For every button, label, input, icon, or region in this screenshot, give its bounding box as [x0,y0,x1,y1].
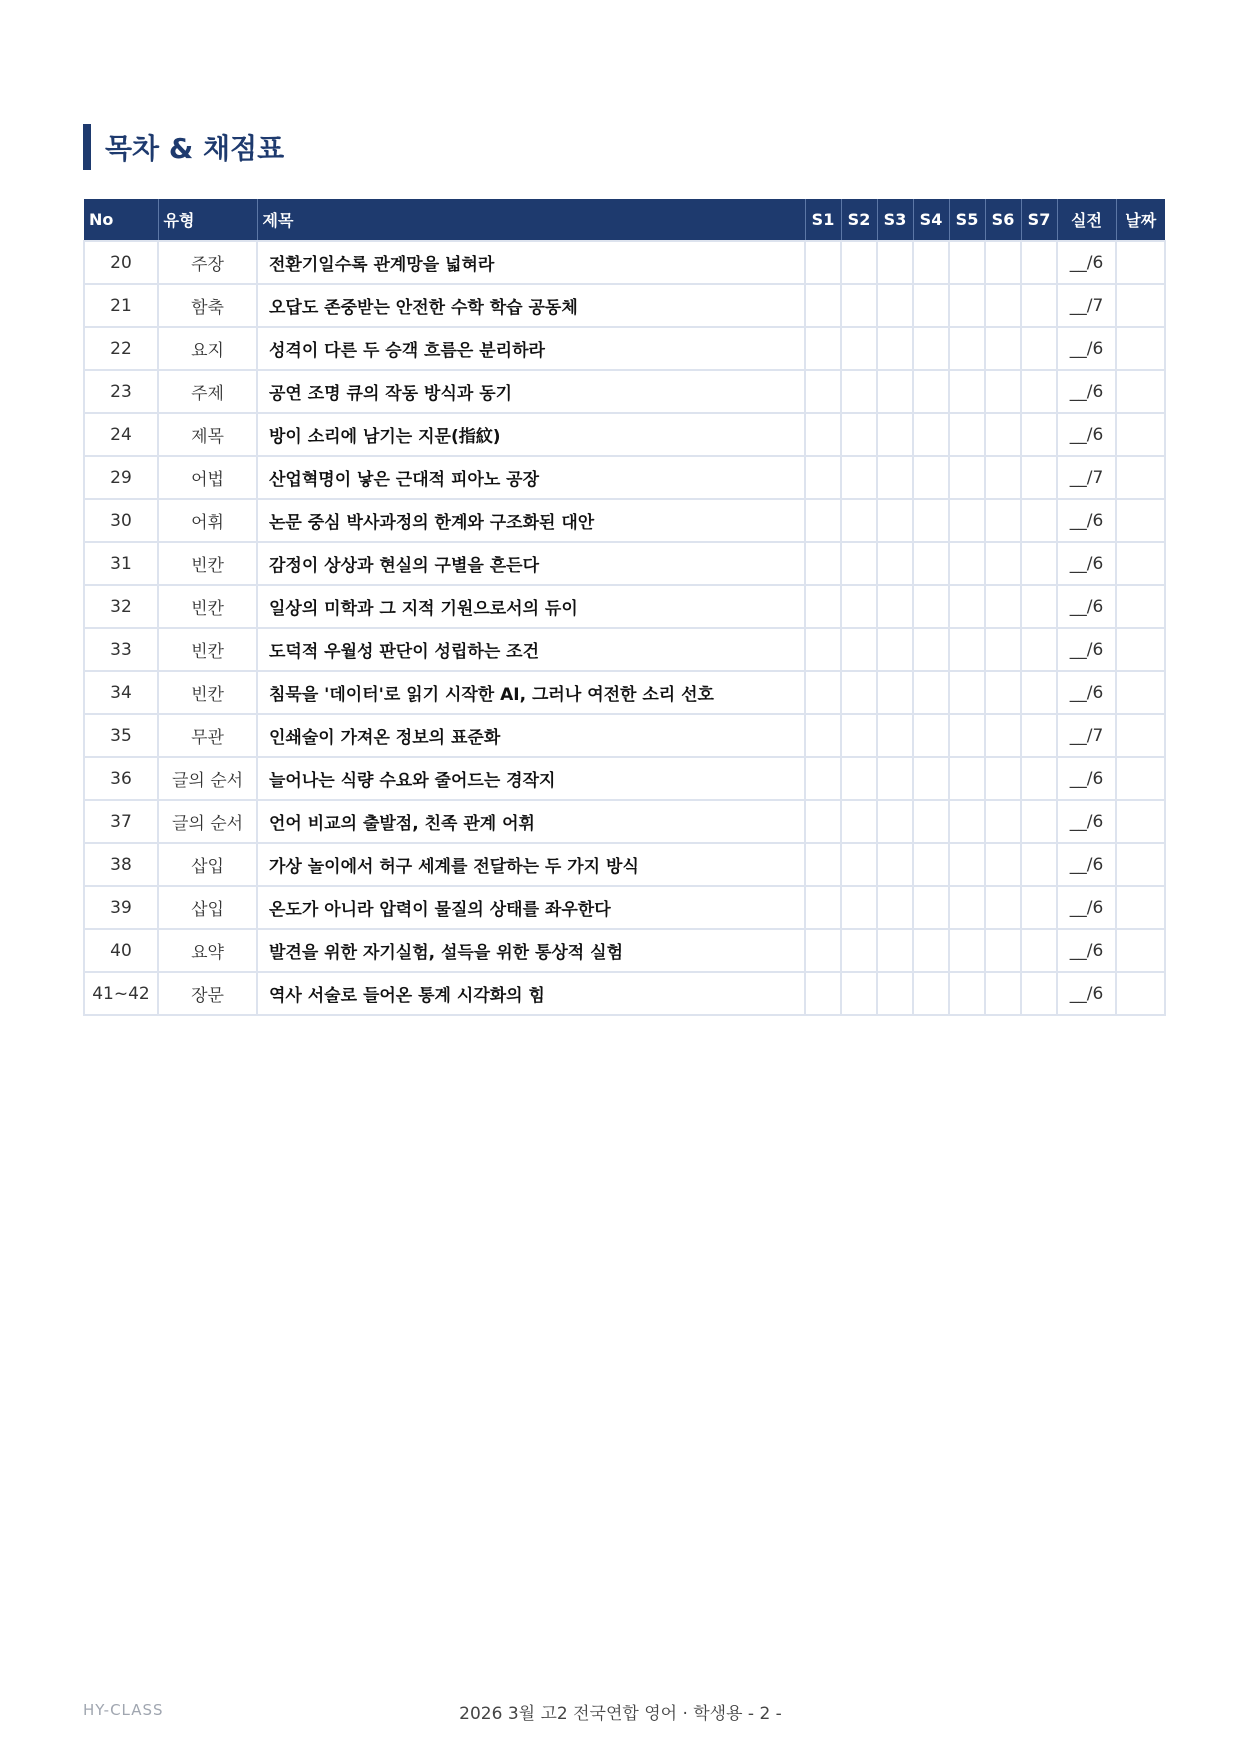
row-type: 글의 순서 [158,800,257,843]
practice-score-cell[interactable]: __/6 [1057,370,1116,413]
date-cell[interactable] [1116,671,1165,714]
date-cell[interactable] [1116,800,1165,843]
date-cell[interactable] [1116,499,1165,542]
row-type: 함축 [158,284,257,327]
row-number: 38 [84,843,158,886]
score-cell-s6[interactable] [985,241,1021,284]
score-cell-s2[interactable] [841,370,877,413]
score-cell-s5[interactable] [949,714,985,757]
date-cell[interactable] [1116,456,1165,499]
table-row [84,671,1165,714]
score-cell-s5[interactable] [949,284,985,327]
row-title: 도덕적 우월성 판단이 성립하는 조건 [257,628,805,671]
row-title: 가상 놀이에서 허구 세계를 전달하는 두 가지 방식 [257,843,805,886]
header-title: 제목 [257,199,805,241]
date-cell[interactable] [1116,929,1165,972]
row-number: 29 [84,456,158,499]
score-cell-s4[interactable] [913,413,949,456]
table-header [84,199,1165,241]
score-cell-s6[interactable] [985,413,1021,456]
score-cell-s6[interactable] [985,714,1021,757]
row-title: 논문 중심 박사과정의 한계와 구조화된 대안 [257,499,805,542]
table-row [84,241,1165,284]
table-row [84,456,1165,499]
row-title: 산업혁명이 낳은 근대적 피아노 공장 [257,456,805,499]
row-number: 39 [84,886,158,929]
score-cell-s7[interactable] [1021,757,1057,800]
row-type: 어법 [158,456,257,499]
row-title: 일상의 미학과 그 지적 기원으로서의 듀이 [257,585,805,628]
score-cell-s1[interactable] [805,499,841,542]
row-type: 요약 [158,929,257,972]
score-cell-s4[interactable] [913,886,949,929]
score-cell-s7[interactable] [1021,542,1057,585]
row-title: 온도가 아니라 압력이 물질의 상태를 좌우한다 [257,886,805,929]
row-number: 32 [84,585,158,628]
score-cell-s4[interactable] [913,456,949,499]
score-cell-s1[interactable] [805,370,841,413]
score-cell-s1[interactable] [805,929,841,972]
score-cell-s2[interactable] [841,972,877,1015]
score-cell-s5[interactable] [949,542,985,585]
score-cell-s7[interactable] [1021,284,1057,327]
date-cell[interactable] [1116,542,1165,585]
row-title: 성격이 다른 두 승객 흐름은 분리하라 [257,327,805,370]
score-cell-s5[interactable] [949,972,985,1015]
table-row [84,972,1165,1015]
date-cell[interactable] [1116,886,1165,929]
score-cell-s3[interactable] [877,843,913,886]
row-number: 24 [84,413,158,456]
row-number: 36 [84,757,158,800]
score-cell-s7[interactable] [1021,456,1057,499]
score-cell-s1[interactable] [805,714,841,757]
score-cell-s6[interactable] [985,929,1021,972]
score-cell-s1[interactable] [805,585,841,628]
score-cell-s6[interactable] [985,456,1021,499]
row-number: 22 [84,327,158,370]
table-row [84,886,1165,929]
table-row [84,929,1165,972]
row-title: 발견을 위한 자기실험, 설득을 위한 통상적 실험 [257,929,805,972]
score-cell-s2[interactable] [841,843,877,886]
practice-score-cell[interactable]: __/6 [1057,800,1116,843]
score-cell-s7[interactable] [1021,499,1057,542]
score-cell-s7[interactable] [1021,800,1057,843]
header-s1: S1 [805,199,841,241]
header-s3: S3 [877,199,913,241]
score-cell-s3[interactable] [877,929,913,972]
score-cell-s1[interactable] [805,757,841,800]
score-cell-s1[interactable] [805,542,841,585]
score-cell-s1[interactable] [805,800,841,843]
row-title: 공연 조명 큐의 작동 방식과 동기 [257,370,805,413]
practice-score-cell[interactable]: __/6 [1057,413,1116,456]
row-number: 34 [84,671,158,714]
score-cell-s2[interactable] [841,413,877,456]
score-cell-s4[interactable] [913,714,949,757]
score-cell-s2[interactable] [841,757,877,800]
practice-score-cell[interactable]: __/6 [1057,327,1116,370]
page-title: 목차 & 채점표 [105,132,285,165]
score-cell-s3[interactable] [877,671,913,714]
practice-score-cell[interactable]: __/6 [1057,241,1116,284]
row-type: 삽입 [158,886,257,929]
score-cell-s5[interactable] [949,800,985,843]
score-cell-s2[interactable] [841,284,877,327]
practice-score-cell[interactable]: __/6 [1057,757,1116,800]
row-type: 제목 [158,413,257,456]
table-row [84,542,1165,585]
row-title: 오답도 존중받는 안전한 수학 학습 공동체 [257,284,805,327]
score-cell-s4[interactable] [913,972,949,1015]
score-cell-s6[interactable] [985,628,1021,671]
header-date: 날짜 [1116,199,1165,241]
footer-brand: HY-CLASS [83,1701,164,1719]
practice-score-cell[interactable]: __/6 [1057,929,1116,972]
score-cell-s3[interactable] [877,972,913,1015]
date-cell[interactable] [1116,972,1165,1015]
header-type: 유형 [158,199,257,241]
row-type: 주장 [158,241,257,284]
score-cell-s6[interactable] [985,499,1021,542]
score-cell-s3[interactable] [877,284,913,327]
row-number: 31 [84,542,158,585]
score-cell-s2[interactable] [841,542,877,585]
score-cell-s4[interactable] [913,327,949,370]
row-type: 빈칸 [158,671,257,714]
score-cell-s1[interactable] [805,628,841,671]
date-cell[interactable] [1116,370,1165,413]
table-row [84,413,1165,456]
score-cell-s7[interactable] [1021,929,1057,972]
score-cell-s4[interactable] [913,671,949,714]
table-row [84,499,1165,542]
score-cell-s1[interactable] [805,671,841,714]
row-title: 늘어나는 식량 수요와 줄어드는 경작지 [257,757,805,800]
score-cell-s4[interactable] [913,757,949,800]
table-row [84,757,1165,800]
table-row [84,327,1165,370]
practice-score-cell[interactable]: __/6 [1057,843,1116,886]
score-cell-s5[interactable] [949,327,985,370]
practice-score-cell[interactable]: __/7 [1057,714,1116,757]
toc-score-table [83,199,1166,1016]
score-cell-s6[interactable] [985,370,1021,413]
score-cell-s3[interactable] [877,757,913,800]
score-cell-s7[interactable] [1021,370,1057,413]
score-cell-s2[interactable] [841,585,877,628]
score-cell-s6[interactable] [985,757,1021,800]
date-cell[interactable] [1116,843,1165,886]
score-cell-s3[interactable] [877,714,913,757]
score-cell-s2[interactable] [841,628,877,671]
practice-score-cell[interactable]: __/6 [1057,886,1116,929]
practice-score-cell[interactable]: __/6 [1057,972,1116,1015]
header-s7: S7 [1021,199,1057,241]
score-cell-s1[interactable] [805,241,841,284]
date-cell[interactable] [1116,714,1165,757]
score-cell-s2[interactable] [841,929,877,972]
score-cell-s5[interactable] [949,843,985,886]
score-cell-s7[interactable] [1021,972,1057,1015]
row-number: 35 [84,714,158,757]
row-type: 무관 [158,714,257,757]
score-cell-s4[interactable] [913,585,949,628]
row-number: 20 [84,241,158,284]
score-cell-s6[interactable] [985,542,1021,585]
score-cell-s5[interactable] [949,456,985,499]
score-cell-s6[interactable] [985,843,1021,886]
row-type: 빈칸 [158,628,257,671]
score-cell-s2[interactable] [841,327,877,370]
score-cell-s5[interactable] [949,757,985,800]
score-cell-s2[interactable] [841,456,877,499]
row-title: 침묵을 '데이터'로 읽기 시작한 AI, 그러나 여전한 소리 선호 [257,671,805,714]
table-row [84,800,1165,843]
score-cell-s7[interactable] [1021,886,1057,929]
score-cell-s7[interactable] [1021,843,1057,886]
score-cell-s6[interactable] [985,284,1021,327]
score-cell-s3[interactable] [877,585,913,628]
row-type: 어휘 [158,499,257,542]
header-no: No [84,199,158,241]
score-cell-s1[interactable] [805,886,841,929]
score-cell-s4[interactable] [913,241,949,284]
row-type: 장문 [158,972,257,1015]
score-cell-s7[interactable] [1021,628,1057,671]
score-cell-s4[interactable] [913,542,949,585]
table-row [84,585,1165,628]
row-type: 주제 [158,370,257,413]
score-cell-s5[interactable] [949,585,985,628]
title-accent-bar [83,124,91,170]
header-s4: S4 [913,199,949,241]
score-cell-s1[interactable] [805,843,841,886]
table-header-row [84,199,1165,241]
row-type: 빈칸 [158,585,257,628]
score-cell-s3[interactable] [877,542,913,585]
score-cell-s2[interactable] [841,671,877,714]
score-cell-s4[interactable] [913,628,949,671]
row-title: 감정이 상상과 현실의 구별을 흔든다 [257,542,805,585]
practice-score-cell[interactable]: __/7 [1057,456,1116,499]
score-cell-s4[interactable] [913,499,949,542]
score-cell-s1[interactable] [805,456,841,499]
row-type: 글의 순서 [158,757,257,800]
row-title: 전환기일수록 관계망을 넓혀라 [257,241,805,284]
row-number: 40 [84,929,158,972]
score-cell-s3[interactable] [877,886,913,929]
row-number: 23 [84,370,158,413]
date-cell[interactable] [1116,241,1165,284]
score-cell-s5[interactable] [949,413,985,456]
table-body [84,241,1165,1015]
row-title: 역사 서술로 들어온 통계 시각화의 힘 [257,972,805,1015]
header-s6: S6 [985,199,1021,241]
score-cell-s7[interactable] [1021,585,1057,628]
date-cell[interactable] [1116,585,1165,628]
header-s2: S2 [841,199,877,241]
score-cell-s7[interactable] [1021,327,1057,370]
score-cell-s2[interactable] [841,886,877,929]
row-number: 30 [84,499,158,542]
practice-score-cell[interactable]: __/6 [1057,628,1116,671]
score-cell-s5[interactable] [949,671,985,714]
row-number: 33 [84,628,158,671]
practice-score-cell[interactable]: __/6 [1057,542,1116,585]
score-cell-s4[interactable] [913,929,949,972]
row-title: 언어 비교의 출발점, 친족 관계 어휘 [257,800,805,843]
score-cell-s4[interactable] [913,843,949,886]
score-cell-s3[interactable] [877,327,913,370]
header-s5: S5 [949,199,985,241]
date-cell[interactable] [1116,628,1165,671]
score-cell-s4[interactable] [913,800,949,843]
table-row [84,284,1165,327]
row-number: 21 [84,284,158,327]
score-cell-s7[interactable] [1021,241,1057,284]
score-cell-s3[interactable] [877,800,913,843]
score-cell-s1[interactable] [805,327,841,370]
score-cell-s2[interactable] [841,800,877,843]
practice-score-cell[interactable]: __/6 [1057,585,1116,628]
row-type: 빈칸 [158,542,257,585]
score-cell-s4[interactable] [913,284,949,327]
table-row [84,628,1165,671]
date-cell[interactable] [1116,284,1165,327]
score-cell-s3[interactable] [877,628,913,671]
score-cell-s5[interactable] [949,370,985,413]
date-cell[interactable] [1116,327,1165,370]
footer-page-info: 2026 3월 고2 전국연합 영어 · 학생용 - 2 - [459,1704,782,1724]
score-cell-s6[interactable] [985,671,1021,714]
score-cell-s6[interactable] [985,886,1021,929]
score-cell-s3[interactable] [877,370,913,413]
practice-score-cell[interactable]: __/6 [1057,671,1116,714]
row-title: 방이 소리에 남기는 지문(指紋) [257,413,805,456]
table-row [84,843,1165,886]
practice-score-cell[interactable]: __/7 [1057,284,1116,327]
score-cell-s6[interactable] [985,585,1021,628]
row-title: 인쇄술이 가져온 정보의 표준화 [257,714,805,757]
practice-score-cell[interactable]: __/6 [1057,499,1116,542]
score-cell-s5[interactable] [949,499,985,542]
table-row [84,370,1165,413]
date-cell[interactable] [1116,757,1165,800]
row-number: 37 [84,800,158,843]
score-cell-s6[interactable] [985,972,1021,1015]
date-cell[interactable] [1116,413,1165,456]
score-cell-s3[interactable] [877,456,913,499]
score-cell-s1[interactable] [805,284,841,327]
score-cell-s3[interactable] [877,499,913,542]
row-type: 요지 [158,327,257,370]
score-cell-s6[interactable] [985,800,1021,843]
score-cell-s4[interactable] [913,370,949,413]
score-cell-s2[interactable] [841,241,877,284]
score-cell-s1[interactable] [805,972,841,1015]
score-cell-s1[interactable] [805,413,841,456]
row-number: 41~42 [84,972,158,1015]
section-title [83,124,284,170]
row-type: 삽입 [158,843,257,886]
score-cell-s3[interactable] [877,413,913,456]
score-cell-s5[interactable] [949,241,985,284]
score-cell-s3[interactable] [877,241,913,284]
score-cell-s7[interactable] [1021,714,1057,757]
score-cell-s2[interactable] [841,714,877,757]
header-practice: 실전 [1057,199,1116,241]
score-cell-s7[interactable] [1021,671,1057,714]
score-cell-s7[interactable] [1021,413,1057,456]
score-cell-s6[interactable] [985,327,1021,370]
table-row [84,714,1165,757]
score-cell-s5[interactable] [949,886,985,929]
score-cell-s5[interactable] [949,929,985,972]
score-cell-s5[interactable] [949,628,985,671]
score-cell-s2[interactable] [841,499,877,542]
